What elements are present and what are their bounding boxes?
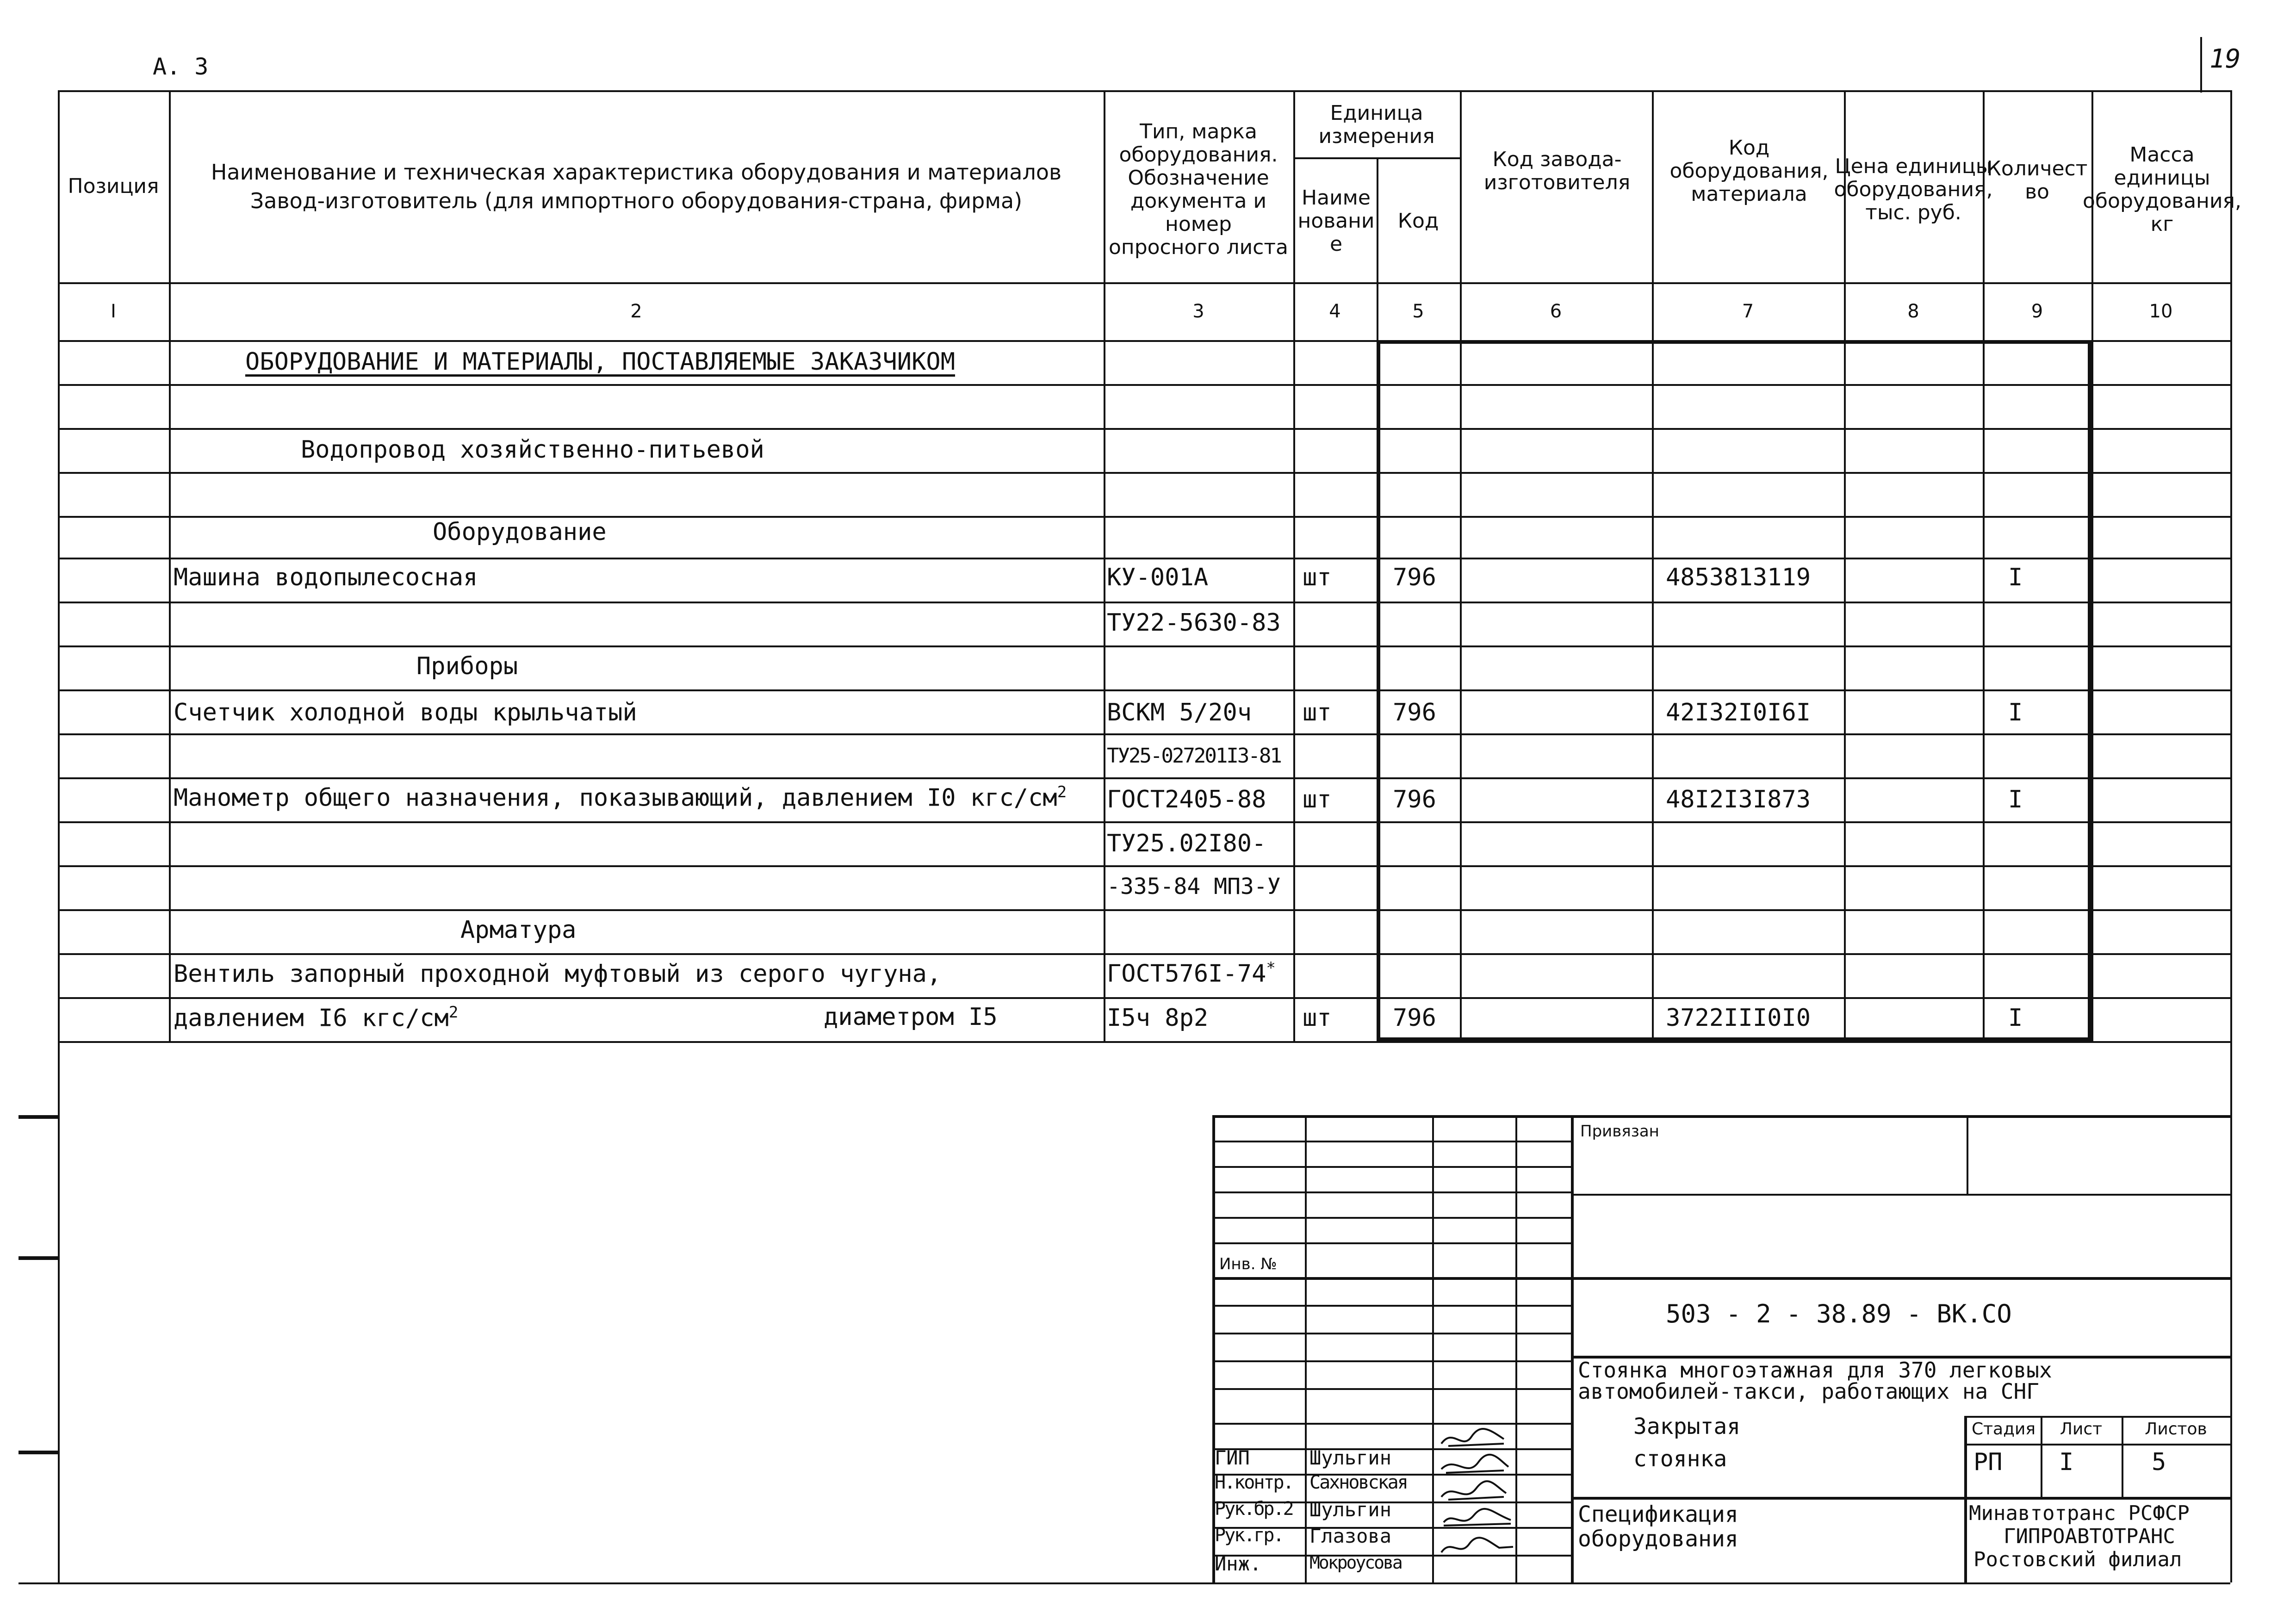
sheets-header: Листов <box>2145 1420 2207 1439</box>
col-number: 3 <box>1192 301 1204 322</box>
item-unit-code: 796 <box>1393 564 1436 591</box>
org-line-3: Ростовский филиал <box>1973 1548 2182 1571</box>
item-type-text: ГОСТ576I-74 <box>1107 960 1266 988</box>
col-line <box>1293 90 1295 1041</box>
item-type: ВСКМ 5/20ч <box>1107 699 1252 726</box>
item-name: Вентиль запорный проходной муфтовый из серого чугуна, <box>174 960 942 988</box>
col-number: I <box>111 301 116 322</box>
item-name <box>174 783 1067 812</box>
header-mass: Масса единицы оборудования, кг <box>2083 143 2241 236</box>
superscript: * <box>1266 959 1276 977</box>
stamp-row-line <box>1212 1448 1571 1450</box>
header-bottom-line <box>58 282 2230 284</box>
header-position: Позиция <box>68 174 159 198</box>
item-quantity: I <box>2008 1004 2023 1032</box>
item-unit-code: 796 <box>1393 786 1436 813</box>
stamp-col-line <box>1305 1115 1307 1582</box>
stamp-row-line <box>1964 1416 2230 1418</box>
stamp-row-line <box>1212 1191 1571 1193</box>
header-factory-code: Код завода-изготовителя <box>1483 148 1631 194</box>
col-number: 2 <box>630 301 642 322</box>
item-name <box>174 1003 458 1032</box>
item-type-ref: ТУ25-027201I3-81 <box>1107 744 1281 768</box>
object-line-1: Закрытая <box>1633 1414 1741 1439</box>
section-title: ОБОРУДОВАНИЕ И МАТЕРИАЛЫ, ПОСТАВЛЯЕМЫЕ ЗАКАЗЧИКОМ <box>245 348 956 376</box>
frame-left-line <box>58 1041 60 1582</box>
signer-name: Глазова <box>1309 1525 1392 1547</box>
signer-name: Сахновская <box>1309 1472 1407 1493</box>
item-quantity: I <box>2008 564 2023 591</box>
signer-name: Мокроусова <box>1309 1552 1402 1573</box>
item-type: КУ-001А <box>1107 564 1209 591</box>
stamp-col-line <box>1515 1115 1517 1582</box>
superscript: 2 <box>1057 783 1067 801</box>
item-type <box>1107 959 1276 987</box>
group-title: Оборудование <box>433 518 607 546</box>
stamp-row-line <box>1212 1242 1571 1244</box>
stamp-row-line <box>1212 1360 1571 1362</box>
stage-header: Стадия <box>1971 1420 2036 1439</box>
header-quantity: Количество <box>1986 157 2088 204</box>
item-type-ref: ТУ25.02I80- <box>1107 830 1266 857</box>
stamp-row-line <box>1571 1497 2230 1500</box>
role-label: Рук.бр.2 <box>1215 1498 1293 1520</box>
stamp-row-line <box>1212 1305 1571 1307</box>
signer-name: Шульгин <box>1309 1446 1392 1469</box>
col-line <box>1104 90 1105 1041</box>
item-type: I5ч 8р2 <box>1107 1004 1209 1032</box>
stamp-row-line <box>1212 1277 1571 1280</box>
stamp-top-line <box>1212 1115 2230 1118</box>
table-bottom-line <box>58 1041 2230 1043</box>
item-name: Машина водопылесосная <box>174 564 478 591</box>
sheet-header: Лист <box>2060 1420 2103 1439</box>
col-number: 7 <box>1742 301 1754 322</box>
item-name: Счетчик холодной воды крыльчатый <box>174 699 637 726</box>
header-unit-group: Единица измерения <box>1318 101 1435 148</box>
col-number: 10 <box>2149 301 2173 322</box>
doc-title-2: оборудования <box>1578 1526 1738 1552</box>
frame-right-line <box>2230 90 2232 1582</box>
stamp-col-line <box>1967 1115 1968 1194</box>
item-unit: шт <box>1303 564 1332 591</box>
item-equipment-code: 3722III0I0 <box>1666 1004 1811 1032</box>
role-label: Рук.гр. <box>1215 1525 1283 1546</box>
org-line-2: ГИПРОАВТОТРАНС <box>2004 1525 2175 1548</box>
header-name: Наименование и техническая характеристика оборудования и материалов Завод-изготовитель (для импортного оборудования-страна, фирма) <box>211 159 1062 213</box>
frame-bottom-line <box>19 1582 2230 1584</box>
header-unit-code: Код <box>1397 209 1439 233</box>
header-equipment-code: Код оборудования, материала <box>1669 136 1829 206</box>
stage-value: РП <box>1973 1448 2003 1476</box>
page-mark-line <box>2200 37 2202 93</box>
doc-title-1: Спецификация <box>1578 1501 1738 1527</box>
item-equipment-code: 42I32I0I6I <box>1666 699 1811 726</box>
group-title: Приборы <box>416 652 518 680</box>
stamp-row-line <box>1212 1217 1571 1219</box>
frame-tick <box>19 1451 58 1454</box>
stamp-row-line <box>1212 1423 1571 1425</box>
org-line-1: Минавтотранс РСФСР <box>1969 1501 2190 1525</box>
sheets-value: 5 <box>2152 1448 2166 1476</box>
role-label: Н.контр. <box>1215 1472 1293 1493</box>
document-code: 503 - 2 - 38.89 - ВК.СО <box>1666 1299 2012 1328</box>
item-unit-code: 796 <box>1393 1004 1436 1032</box>
frame-tick <box>19 1115 58 1119</box>
item-equipment-code: 48I2I3I873 <box>1666 786 1811 813</box>
stamp-row-line <box>1212 1141 1571 1142</box>
header-price: Цена единицы оборудования, тыс. руб. <box>1834 155 1993 224</box>
signer-name: Шульгин <box>1309 1498 1392 1521</box>
item-type: ГОСТ2405-88 <box>1107 786 1266 813</box>
item-name-text: Манометр общего назначения, показывающий, давлением I0 кгс/см <box>174 784 1057 812</box>
item-unit: шт <box>1303 699 1332 726</box>
stamp-divider <box>1571 1115 1574 1582</box>
object-line-2: стоянка <box>1633 1446 1727 1472</box>
header-type: Тип, марка оборудования. Обозначение документа и номер опросного листа <box>1109 120 1288 259</box>
col-number: 5 <box>1412 301 1424 322</box>
inv-label: Инв. № <box>1219 1255 1277 1273</box>
role-label: ГИП <box>1215 1446 1250 1469</box>
frame-tick <box>19 1256 58 1260</box>
role-label: Инж. <box>1215 1552 1262 1575</box>
stamp-col-line <box>1432 1115 1434 1582</box>
item-name-text: давлением I6 кгс/см <box>174 1004 449 1032</box>
item-name-extra: диаметром I5 <box>824 1003 998 1031</box>
item-equipment-code: 4853813119 <box>1666 564 1811 591</box>
page-number: 19 <box>2209 44 2241 74</box>
superscript: 2 <box>448 1003 459 1022</box>
col-number: 6 <box>1550 301 1562 322</box>
col-number: 9 <box>2031 301 2043 322</box>
project-line-2: автомобилей-такси, работающих на СНГ <box>1578 1379 2039 1404</box>
item-type-ref: ТУ22-5630-83 <box>1107 609 1281 637</box>
stamp-row-line <box>1212 1388 1571 1390</box>
stamp-row-line <box>1571 1194 2230 1196</box>
item-unit: шт <box>1303 1004 1332 1032</box>
subsection-title: Водопровод хозяйственно-питьевой <box>301 436 764 464</box>
stamp-row-line <box>1571 1277 2230 1280</box>
col-number: 4 <box>1329 301 1341 322</box>
signatures-graphic <box>1434 1423 1515 1582</box>
stamp-row-line <box>1212 1166 1571 1168</box>
item-unit-code: 796 <box>1393 699 1436 726</box>
item-quantity: I <box>2008 786 2023 813</box>
stamp-row-line <box>1964 1444 2230 1445</box>
sheet-value: I <box>2059 1448 2074 1476</box>
privyazan-label: Привязан <box>1580 1122 1659 1141</box>
col-number: 8 <box>1907 301 1919 322</box>
header-unit-name: Наименование <box>1297 186 1375 256</box>
group-title: Арматура <box>460 916 577 944</box>
item-type-ref: -335-84 МП3-У <box>1107 874 1281 900</box>
sheet-label: А. 3 <box>153 53 209 80</box>
item-quantity: I <box>2008 699 2023 726</box>
item-unit: шт <box>1303 786 1332 813</box>
stamp-row-line <box>1212 1333 1571 1334</box>
project-line-1: Стоянка многоэтажная для 370 легковых <box>1578 1358 2052 1383</box>
col-line <box>169 90 171 1041</box>
bold-data-frame <box>1377 340 2091 1041</box>
